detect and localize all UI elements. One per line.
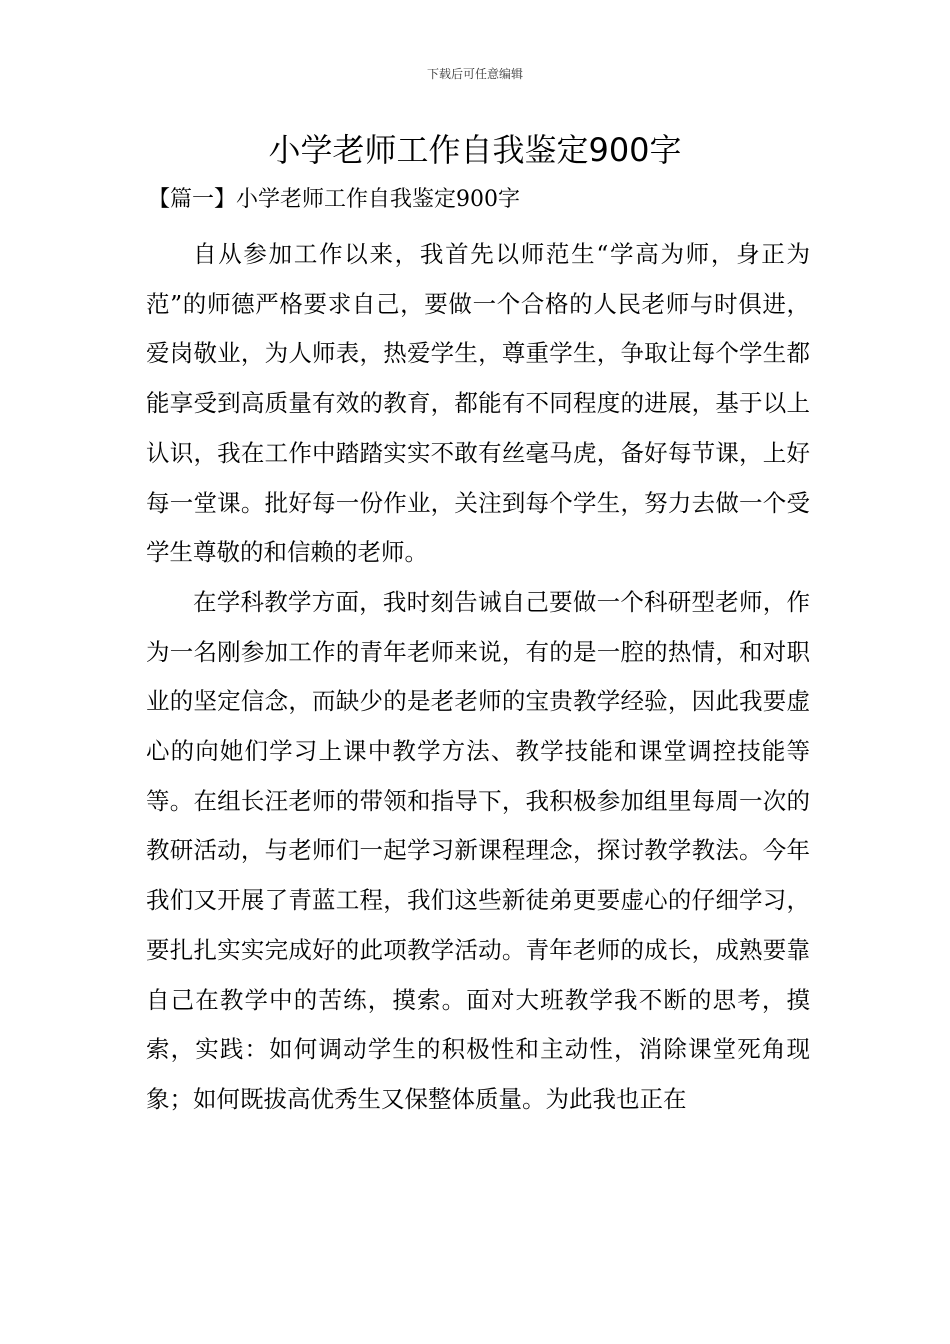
document-body [146, 230, 810, 1125]
document-title: 小学老师工作自我鉴定900字 [268, 131, 682, 169]
header-note: 下载后可任意编辑 [426, 67, 523, 81]
paragraph-1: 自从参加工作以来，我首先以师范生“学高为师，身正为范”的师德严格要求自己，要做一个合格的人民老师与时俱进，爱岗敬业，为人师表，热爱学生，尊重学生，争取让每个学生都能享受到高质量有效的教育，都能有不同程度的进展，基于以上认识，我在工作中踏踏实实不敢有丝毫马虎，备好每节课，上好每一堂课。批好每一份作业，关注到每个学生，努力去做一个受学生尊敬的和信赖的老师。 [146, 240, 810, 567]
section-heading: 【篇一】小学老师工作自我鉴定900字 [148, 187, 520, 212]
paragraph-2: 在学科教学方面，我时刻告诫自己要做一个科研型老师，作为一名刚参加工作的青年老师来说，有的是一腔的热情，和对职业的坚定信念，而缺少的是老老师的宝贵教学经验，因此我要虚心的向她们学习上课中教学方法、教学技能和课堂调控技能等等。在组长汪老师的带领和指导下，我积极参加组里每周一次的教研活动，与老师们一起学习新课程理念，探讨教学教法。今年我们又开展了青蓝工程，我们这些新徒弟更要虚心的仔细学习，要扎扎实实完成好的此项教学活动。青年老师的成长，成熟要靠自己在教学中的苦练，摸索。面对大班教学我不断的思考，摸索，实践：如何调动学生的积极性和主动性，消除课堂死角现象；如何既拔高优秀生又保整体质量。为此我也正在 [146, 587, 810, 1113]
